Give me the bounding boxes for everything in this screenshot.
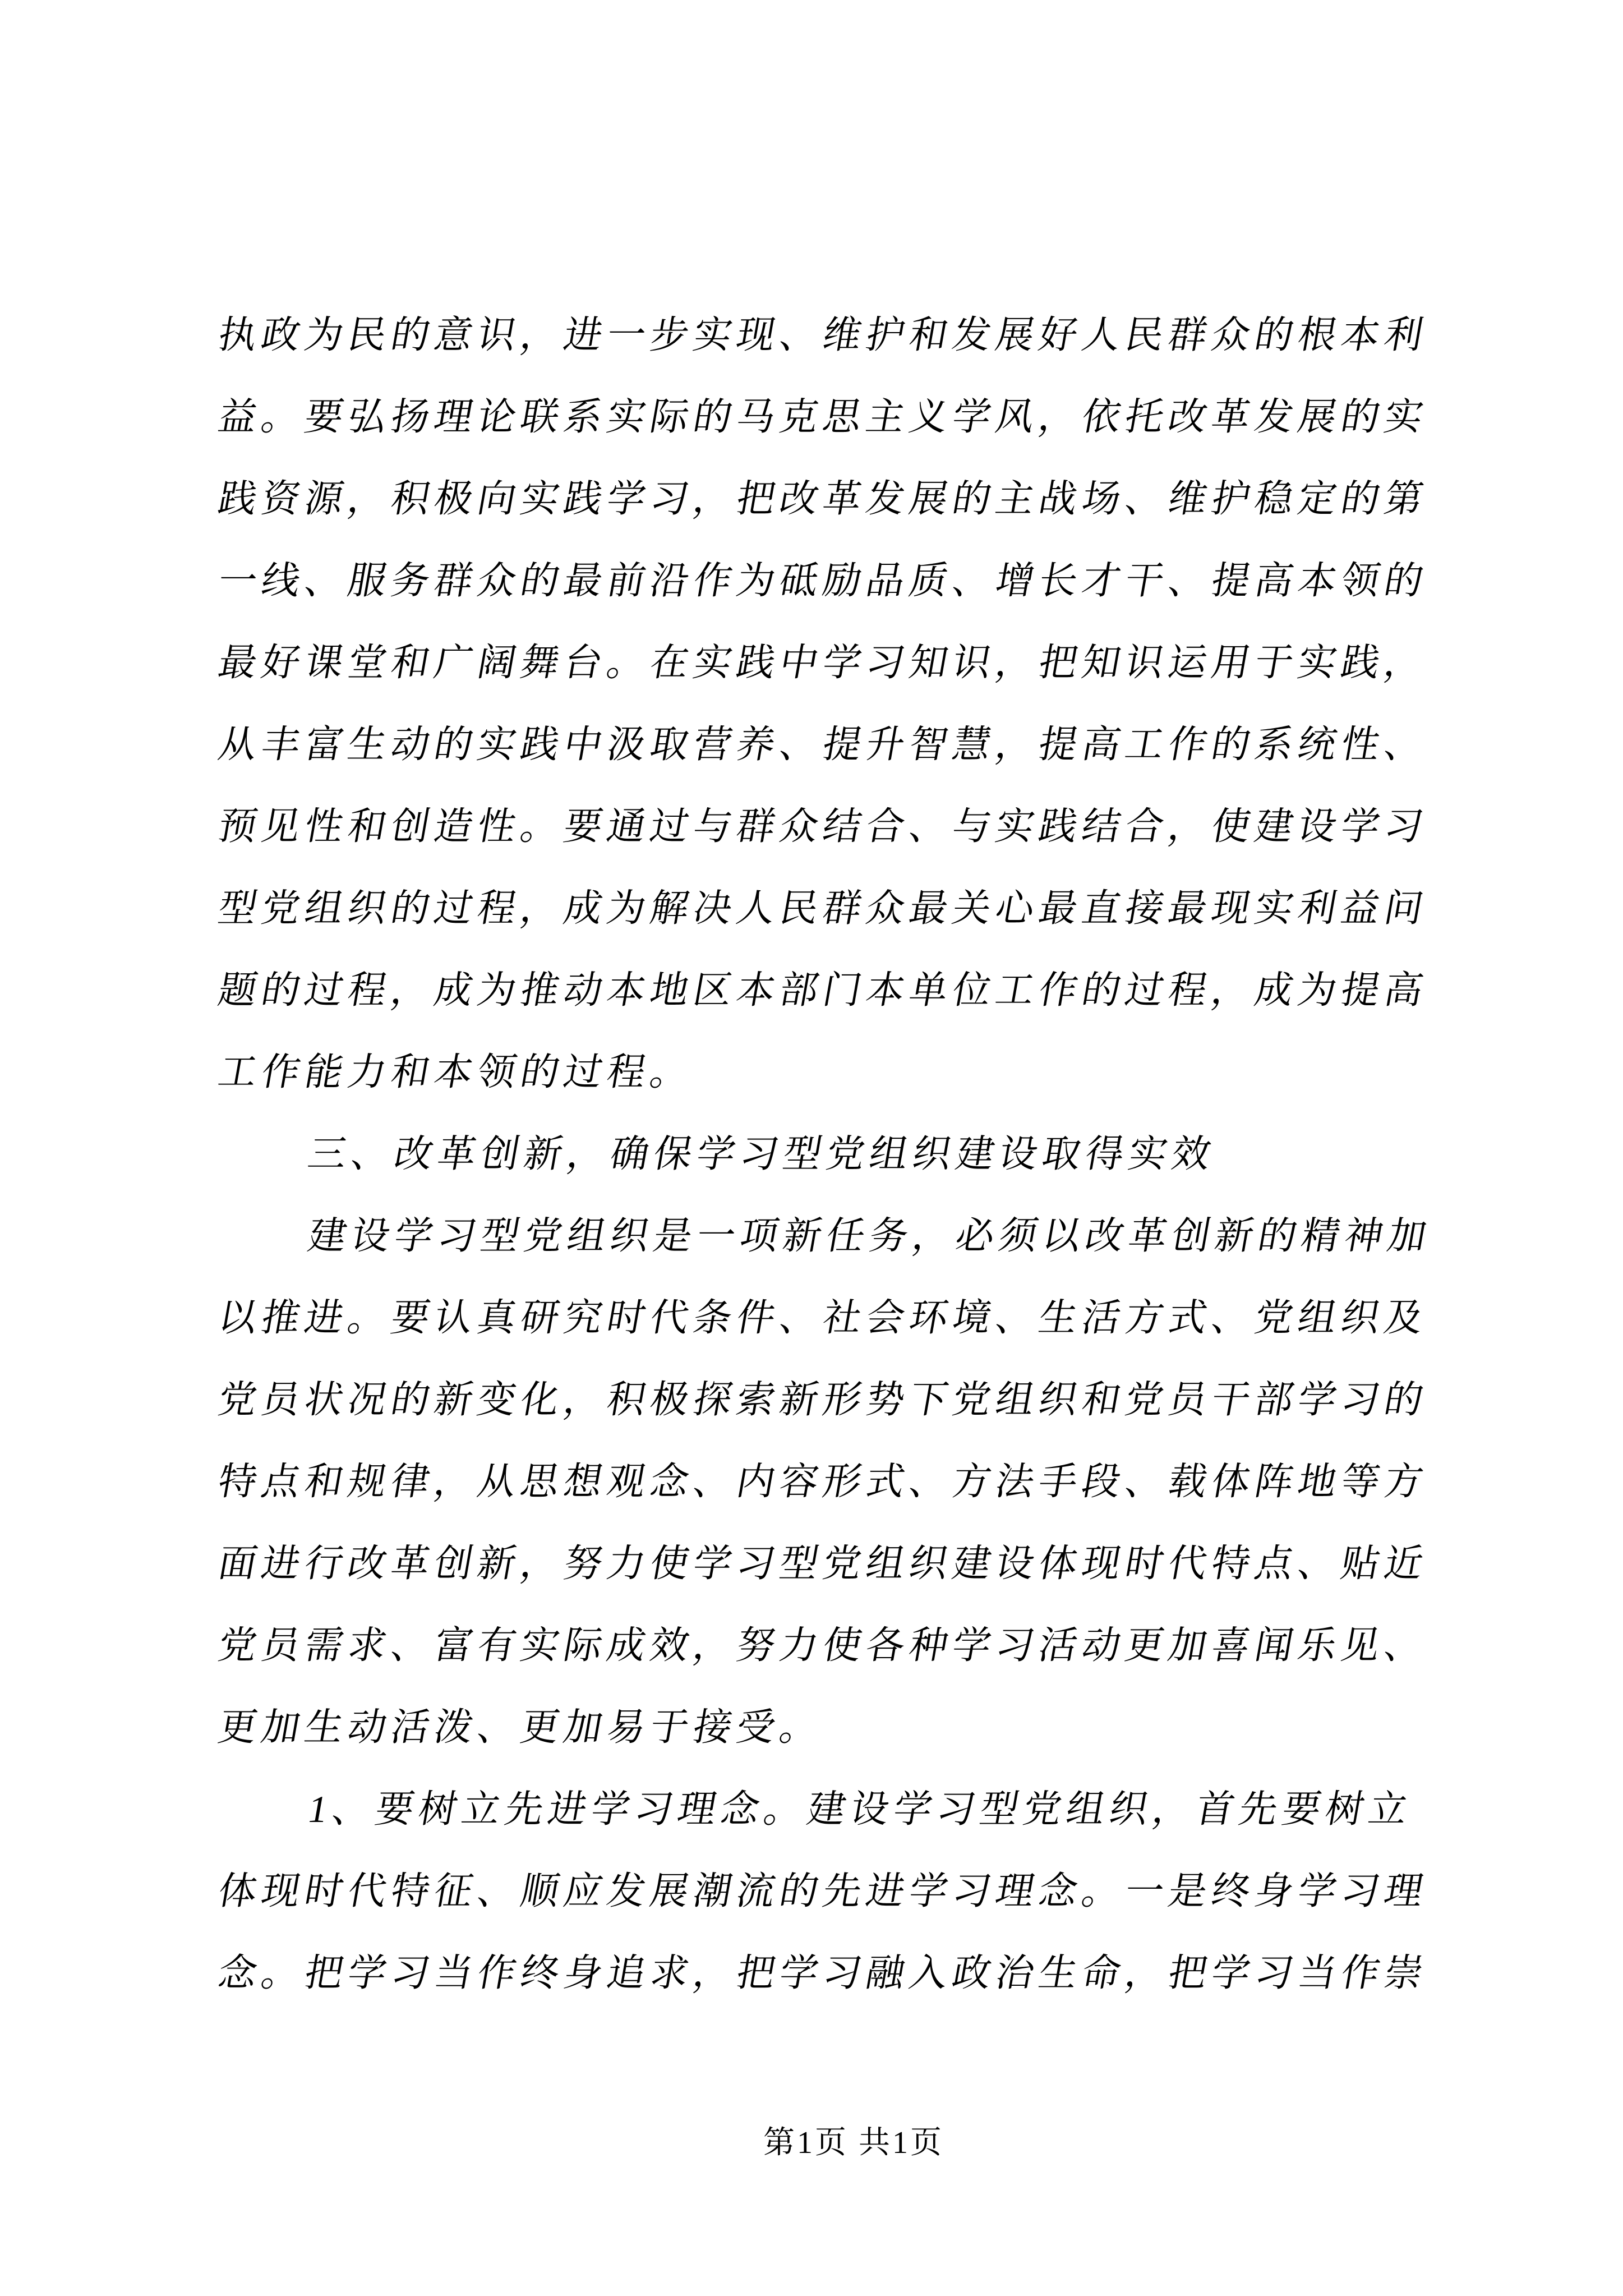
text-line: 面进行改革创新，努力使学习型党组织建设体现时代特点、贴近 xyxy=(215,1542,1432,1585)
text-line: 益。要弘扬理论联系实际的马克思主义学风，依托改革发展的实 xyxy=(215,395,1432,438)
text-line: 1、要树立先进学习理念。建设学习型党组织，首先要树立 xyxy=(305,1788,1416,1830)
text-line: 一线、服务群众的最前沿作为砥励品质、增长才干、提高本领的 xyxy=(215,559,1432,602)
text-line: 念。把学习当作终身追求，把学习融入政治生命，把学习当作崇 xyxy=(215,1952,1432,1994)
text-line: 题的过程，成为推动本地区本部门本单位工作的过程，成为提高 xyxy=(215,969,1432,1011)
text-line: 特点和规律，从思想观念、内容形式、方法手段、载体阵地等方 xyxy=(215,1460,1432,1503)
text-line: 党员需求、富有实际成效，努力使各种学习活动更加喜闻乐见、 xyxy=(215,1624,1432,1667)
text-line: 建设学习型党组织是一项新任务，必须以改革创新的精神加 xyxy=(305,1214,1435,1257)
text-line: 最好课堂和广阔舞台。在实践中学习知识，把知识运用于实践， xyxy=(215,641,1432,684)
document-body-text xyxy=(215,294,1464,2014)
text-line: 体现时代特征、顺应发展潮流的先进学习理念。一是终身学习理 xyxy=(215,1870,1432,1912)
text-line: 更加生动活泼、更加易于接受。 xyxy=(215,1706,827,1749)
text-line: 践资源，积极向实践学习，把改革发展的主战场、维护稳定的第 xyxy=(215,477,1432,520)
text-line: 执政为民的意识，进一步实现、维护和发展好人民群众的根本利 xyxy=(215,314,1432,356)
text-line: 型党组织的过程，成为解决人民群众最关心最直接最现实利益问 xyxy=(215,887,1432,930)
text-line: 从丰富生动的实践中汲取营养、提升智慧，提高工作的系统性、 xyxy=(215,723,1432,766)
text-line: 预见性和创造性。要通过与群众结合、与实践结合，使建设学习 xyxy=(215,805,1432,848)
page-number-indicator: 第1页 共1页 xyxy=(763,2125,944,2160)
text-line: 以推进。要认真研究时代条件、社会环境、生活方式、党组织及 xyxy=(215,1296,1432,1339)
section-heading-line: 三、改革创新，确保学习型党组织建设取得实效 xyxy=(305,1133,1219,1175)
page-footer xyxy=(0,2126,1623,2160)
text-line: 工作能力和本领的过程。 xyxy=(215,1051,698,1093)
text-line: 党员状况的新变化，积极探索新形势下党组织和党员干部学习的 xyxy=(215,1378,1432,1421)
